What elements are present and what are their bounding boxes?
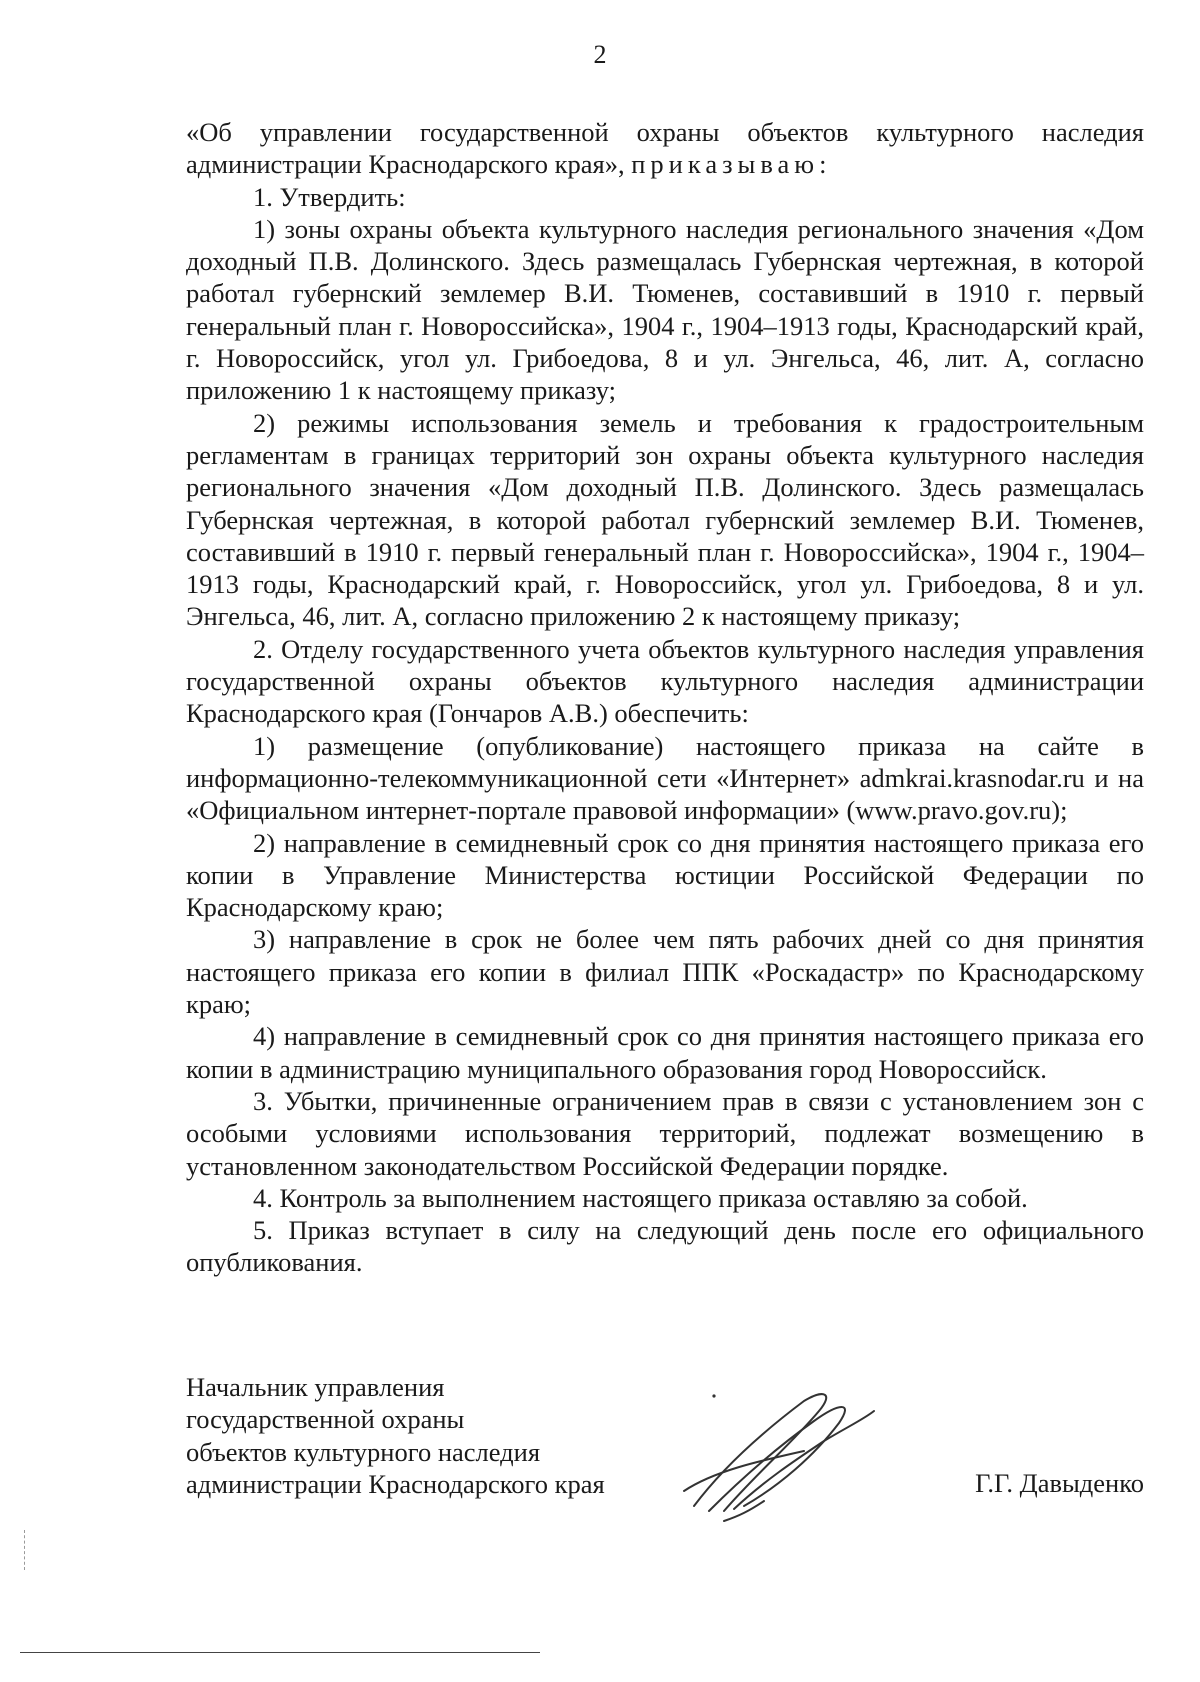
paragraph-5: 5. Приказ вступает в силу на следующий день после его официального опубликования. <box>186 1215 1144 1278</box>
paragraph-2-4: 4) направление в семидневный срок со дня принятия настоящего приказа его копии в администрацию муниципального образования город Новороссийск. <box>186 1021 1144 1084</box>
order-word: приказываю: <box>631 149 832 180</box>
signer-position-line: Начальник управления <box>186 1372 445 1402</box>
document-body <box>186 116 1144 1279</box>
page-number: 2 <box>593 40 607 69</box>
signer-position-line: государственной охраны <box>186 1404 465 1435</box>
handwritten-signature <box>664 1371 904 1536</box>
paragraph-4: 4. Контроль за выполнением настоящего приказа оставляю за собой. <box>253 1182 1028 1213</box>
signer-position-line: администрации Краснодарского края <box>186 1468 605 1499</box>
paragraph-1: 1. Утвердить: <box>253 181 406 212</box>
signer-position-line: объектов культурного наследия <box>186 1436 541 1467</box>
paragraph-2: 2. Отделу государственного учета объектов культурного наследия управления государственной охраны объектов культурного наследия администрации Краснодарского края (Гончаров А.В.) обеспечить: <box>186 633 1144 729</box>
paragraph-2-1: 1) размещение (опубликование) настоящего приказа на сайте в информационно-телекоммуникационной сети «Интернет» admkrai.krasnodar.ru и на «Официальном интернет-портале правовой информации» (www.pravo.gov.ru); <box>186 730 1144 826</box>
paragraph-2-2: 2) направление в семидневный срок со дня принятия настоящего приказа его копии в Управление Министерства юстиции Российской Федерации по Краснодарскому краю; <box>186 827 1144 923</box>
paragraph-intro <box>186 116 1144 181</box>
paragraph-2-3: 3) направление в срок не более чем пять рабочих дней со дня принятия настоящего приказа его копии в филиал ППК «Роскадастр» по Краснодарскому краю; <box>186 924 1144 1020</box>
bottom-rule <box>20 1652 540 1653</box>
margin-mark <box>24 1530 25 1570</box>
signer-name: Г.Г. Давыденко <box>975 1468 1144 1498</box>
paragraph-1-1: 1) зоны охраны объекта культурного наследия регионального значения «Дом доходный П.В. Долинского. Здесь размещалась Губернская чертежная, в которой работал губернский землемер В.И. Тюменев, составивший в 1910 г. первый генеральный план г. Новороссийска», 1904 г., 1904–1913 годы, Краснодарский край, г. Новороссийск, угол ул. Грибоедова, 8 и ул. Энгельса, 46, лит. А, согласно приложению 1 к настоящему приказу; <box>186 213 1144 406</box>
intro-text: «Об управлении государственной охраны объектов культурного наследия администрации Краснодарского края», <box>186 117 1144 180</box>
paragraph-1-2: 2) режимы использования земель и требования к градостроительным регламентам в границах территорий зон охраны объекта культурного наследия регионального значения «Дом доходный П.В. Долинского. Здесь размещалась Губернская чертежная, в которой работал губернский землемер В.И. Тюменев, составивший в 1910 г. первый генеральный план г. Новороссийска», 1904 г., 1904–1913 годы, Краснодарский край, г. Новороссийск, угол ул. Грибоедова, 8 и ул. Энгельса, 46, лит. А, согласно приложению 2 к настоящему приказу; <box>186 407 1144 632</box>
signature-block <box>186 1371 1144 1531</box>
signer-position <box>186 1371 605 1500</box>
paragraph-3: 3. Убытки, причиненные ограничением прав в связи с установлением зон с особыми условиями использования территорий, подлежат возмещению в установленном законодательством Российской Федерации порядке. <box>186 1085 1144 1181</box>
